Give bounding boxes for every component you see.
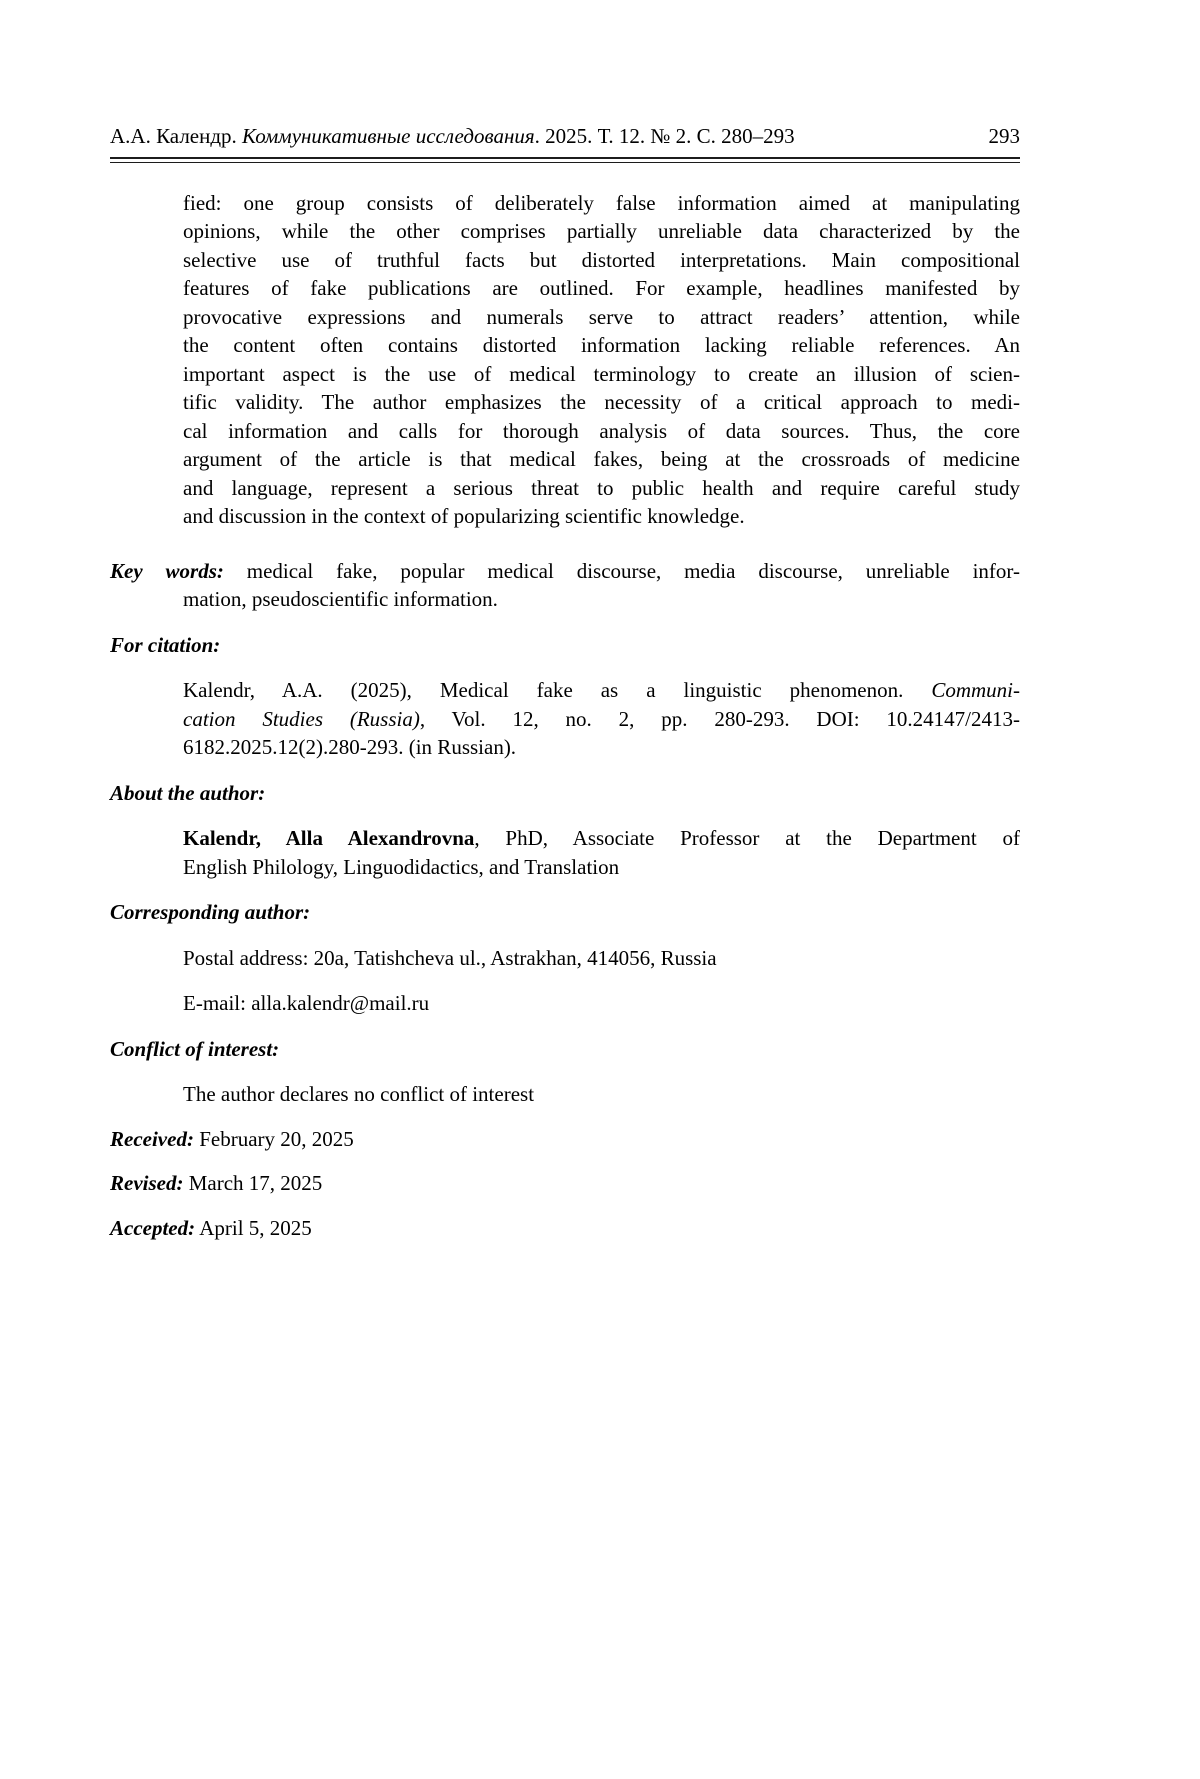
- abstract-line: opinions, while the other comprises partially unreliable data characterized by the: [183, 219, 1020, 243]
- header-rule: [110, 157, 1020, 163]
- email-address: E-mail: alla.kalendr@mail.ru: [183, 991, 430, 1015]
- abstract-paragraph: [183, 189, 1020, 531]
- citation-block: [183, 676, 1020, 762]
- corresponding-author-heading: Corresponding author:: [110, 900, 311, 924]
- abstract-line: cal information and calls for thorough analysis of data sources. Thus, the core: [183, 418, 1020, 443]
- citation-journal-italic: Communi-: [931, 678, 1020, 702]
- received-date-line: [110, 1125, 1020, 1154]
- citation-line-2: [183, 705, 1020, 734]
- abstract-line: provocative expressions and numerals serve to attract readers’ attention, while: [183, 304, 1020, 329]
- author-info-line-1: [183, 824, 1020, 853]
- abstract-line: features of fake publications are outlined. For example, headlines manifested by: [183, 276, 1020, 300]
- keywords-line-1: [110, 557, 1020, 586]
- author-info-block: [183, 824, 1020, 881]
- abstract-line: tific validity. The author emphasizes the necessity of a critical approach to medi-: [183, 390, 1020, 414]
- keywords-block: [110, 557, 1020, 614]
- accepted-date-line: [110, 1214, 1020, 1243]
- author-title: , PhD, Associate Professor at the Department of: [474, 826, 1020, 850]
- abstract-line: and language, represent a serious threat to public health and require careful study: [183, 475, 1020, 500]
- postal-address: Postal address: 20a, Tatishcheva ul., Astrakhan, 414056, Russia: [183, 945, 717, 970]
- conflict-statement: The author declares no conflict of interest: [183, 1082, 535, 1106]
- keywords-label: Key words:: [110, 558, 224, 583]
- running-title: [110, 122, 795, 151]
- citation-volume-info: , Vol. 12, no. 2, pp. 280-293. DOI: 10.24147/2413-: [419, 706, 1020, 731]
- revised-date-line: [110, 1169, 1020, 1198]
- abstract-line: and discussion in the context of popularizing scientific knowledge.: [183, 504, 745, 528]
- abstract-line: the content often contains distorted information lacking reliable references. An: [183, 333, 1020, 357]
- revised-label: Revised:: [110, 1171, 184, 1195]
- keywords-text: medical fake, popular medical discourse, media discourse, unreliable infor-: [246, 558, 1020, 583]
- running-header: [110, 122, 1020, 151]
- received-value: February 20, 2025: [193, 1126, 354, 1151]
- accepted-value: April 5, 2025: [195, 1215, 312, 1240]
- running-title-issue: . 2025. Т. 12. № 2. С. 280–293: [534, 124, 795, 148]
- citation-journal-italic-cont: cation Studies (Russia): [183, 706, 420, 731]
- author-name: Kalendr, Alla Alexandrovna: [183, 826, 475, 850]
- about-author-heading: About the author:: [110, 780, 266, 805]
- running-title-author: А.А. Календр.: [110, 124, 243, 148]
- author-info-line-2: English Philology, Linguodidactics, and Translation: [183, 854, 620, 879]
- citation-text: Kalendr, A.A. (2025), Medical fake as a linguistic phenomenon.: [183, 678, 932, 702]
- abstract-line: argument of the article is that medical fakes, being at the crossroads of medicine: [183, 447, 1020, 471]
- running-title-journal: Коммуникативные исследования: [242, 124, 535, 148]
- for-citation-heading: For citation:: [110, 632, 221, 657]
- accepted-label: Accepted:: [110, 1215, 196, 1240]
- abstract-line: important aspect is the use of medical terminology to create an illusion of scien-: [183, 361, 1020, 386]
- revised-value: March 17, 2025: [183, 1171, 323, 1195]
- page-number: 293: [988, 124, 1020, 148]
- citation-line-3: 6182.2025.12(2).280-293. (in Russian).: [183, 735, 517, 759]
- received-label: Received:: [110, 1126, 194, 1151]
- keywords-line-2: mation, pseudoscientific information.: [183, 587, 498, 611]
- abstract-line: selective use of truthful facts but distorted interpretations. Main compositional: [183, 247, 1020, 272]
- citation-line-1: [183, 676, 1020, 705]
- conflict-of-interest-heading: Conflict of interest:: [110, 1036, 280, 1061]
- abstract-line: fied: one group consists of deliberately false information aimed at manipulating: [183, 190, 1020, 215]
